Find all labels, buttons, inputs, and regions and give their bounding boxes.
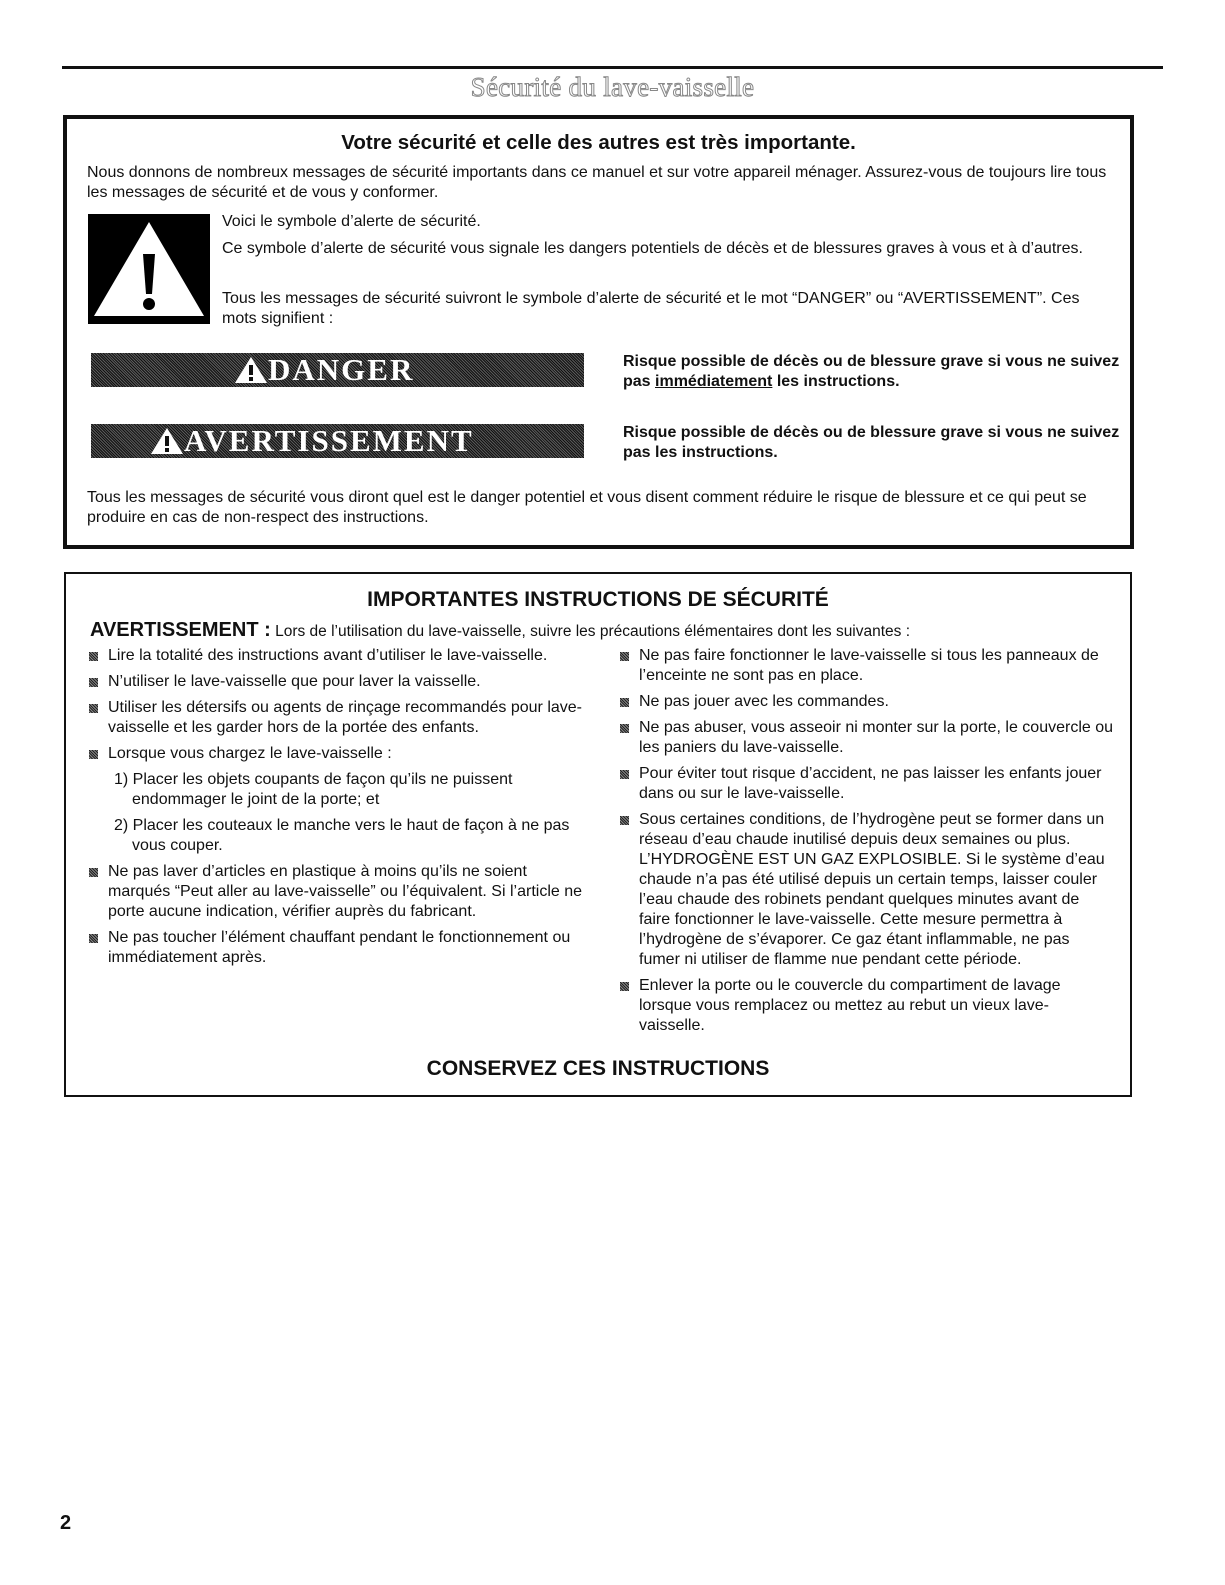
header-rule — [62, 66, 1163, 69]
list-item: Ne pas jouer avec les commandes. — [619, 692, 1114, 712]
instructions-box — [64, 572, 1132, 1097]
sub-list-item: 1) Placer les objets coupants de façon qu’ils ne puissent endommager le joint de la porte; et — [114, 771, 513, 808]
list-item: Utiliser les détersifs ou agents de rinçage recommandés pour lave-vaisselle et les garder hors de la portée des enfants. — [88, 698, 588, 738]
symbol-line-1: Voici le symbole d’alerte de sécurité. — [222, 213, 481, 230]
list-item: Ne pas toucher l’élément chauffant pendant le fonctionnement ou immédiatement après. — [88, 928, 588, 968]
emphasis-immediately: immédiatement — [655, 373, 773, 390]
danger-label: DANGER — [268, 352, 415, 387]
list-item: Ne pas laver d’articles en plastique à moins qu’ils ne soient marqués “Peut aller au lave-vaisselle” ou l’équivalent. Si l’article ne porte aucune indication, vérifier auprès du fabricant. — [88, 862, 588, 922]
page-title: Sécurité du lave-vaisselle — [470, 72, 755, 102]
instructions-footer: CONSERVEZ CES INSTRUCTIONS — [426, 1057, 770, 1080]
list-item: Lire la totalité des instructions avant d’utiliser le lave-vaisselle. — [88, 646, 588, 666]
symbol-line-3: Tous les messages de sécurité suivront le symbole d’alerte de sécurité et le mot “DANGER” ou “AVERTISSEMENT”. Ces mots signifient : — [222, 290, 1080, 327]
instructions-right-column — [619, 646, 1114, 1042]
list-item: Pour éviter tout risque d’accident, ne pas laisser les enfants jouer dans ou sur le lave-vaisselle. — [619, 764, 1114, 804]
warning-description: Risque possible de décès ou de blessure grave si vous ne suivez pas les instructions. — [623, 424, 1120, 461]
warning-label: AVERTISSEMENT — [184, 423, 474, 458]
warning-banner — [91, 424, 584, 458]
sub-list-item: 2) Placer les couteaux le manche vers le haut de façon à ne pas vous couper. — [114, 817, 570, 854]
list-item: N’utiliser le lave-vaisselle que pour laver la vaisselle. — [88, 672, 588, 692]
list-item: Ne pas faire fonctionner le lave-vaisselle si tous les panneaux de l’enceinte ne sont pas en place. — [619, 646, 1114, 686]
instructions-title: IMPORTANTES INSTRUCTIONS DE SÉCURITÉ — [367, 588, 829, 611]
warning-triangle-icon — [234, 356, 268, 384]
warning-triangle-icon — [150, 427, 184, 455]
list-item: Lorsque vous chargez le lave-vaisselle : — [88, 744, 588, 764]
danger-banner — [91, 353, 584, 387]
list-item: Enlever la porte ou le couvercle du compartiment de lavage lorsque vous remplacez ou mettez au rebut un vieux lave-vaisselle. — [619, 976, 1114, 1036]
list-item: Ne pas abuser, vous asseoir ni monter sur la porte, le couvercle ou les paniers du lave-vaisselle. — [619, 718, 1114, 758]
warning-triangle-icon — [88, 214, 210, 324]
safety-outro: Tous les messages de sécurité vous diront quel est le danger potentiel et vous disent comment réduire le risque de blessure et ce qui peut se produire en cas de non-respect des instructions. — [87, 489, 1087, 526]
danger-description: Risque possible de décès ou de blessure grave si vous ne suivez pas immédiatement les instructions. — [623, 353, 1120, 390]
safety-box — [63, 115, 1134, 549]
symbol-line-2: Ce symbole d’alerte de sécurité vous signale les dangers potentiels de décès et de blessures graves à vous et à d’autres. — [222, 240, 1083, 257]
safety-intro: Nous donnons de nombreux messages de sécurité importants dans ce manuel et sur votre appareil ménager. Assurez-vous de toujours lire tous les messages de sécurité et de vous y conformer. — [87, 164, 1107, 201]
list-item: Sous certaines conditions, de l’hydrogène peut se former dans un réseau d’eau chaude inutilisé depuis deux semaines ou plus. L’HYDROGÈNE EST UN GAZ EXPLOSIBLE. Si le système d’eau chaude n’a pas été utilisé depuis un certain temps, laisser couler l’eau chaude des robinets pendant quelques minutes avant de faire fonctionner le lave-vaisselle. Cette mesure permettra à l’hydrogène de s’évaporer. Ce gaz étant inflammable, ne pas fumer ni utiliser de flamme nue pendant cette période. — [619, 810, 1114, 970]
safety-box-title: Votre sécurité et celle des autres est très importante. — [341, 131, 856, 154]
instructions-left-column — [88, 646, 588, 974]
page-number: 2 — [60, 1512, 72, 1534]
warning-lead: AVERTISSEMENT : — [90, 619, 271, 641]
warning-statement: AVERTISSEMENT : Lors de l’utilisation du lave-vaisselle, suivre les précautions élémentaires dont les suivantes : — [90, 619, 911, 641]
